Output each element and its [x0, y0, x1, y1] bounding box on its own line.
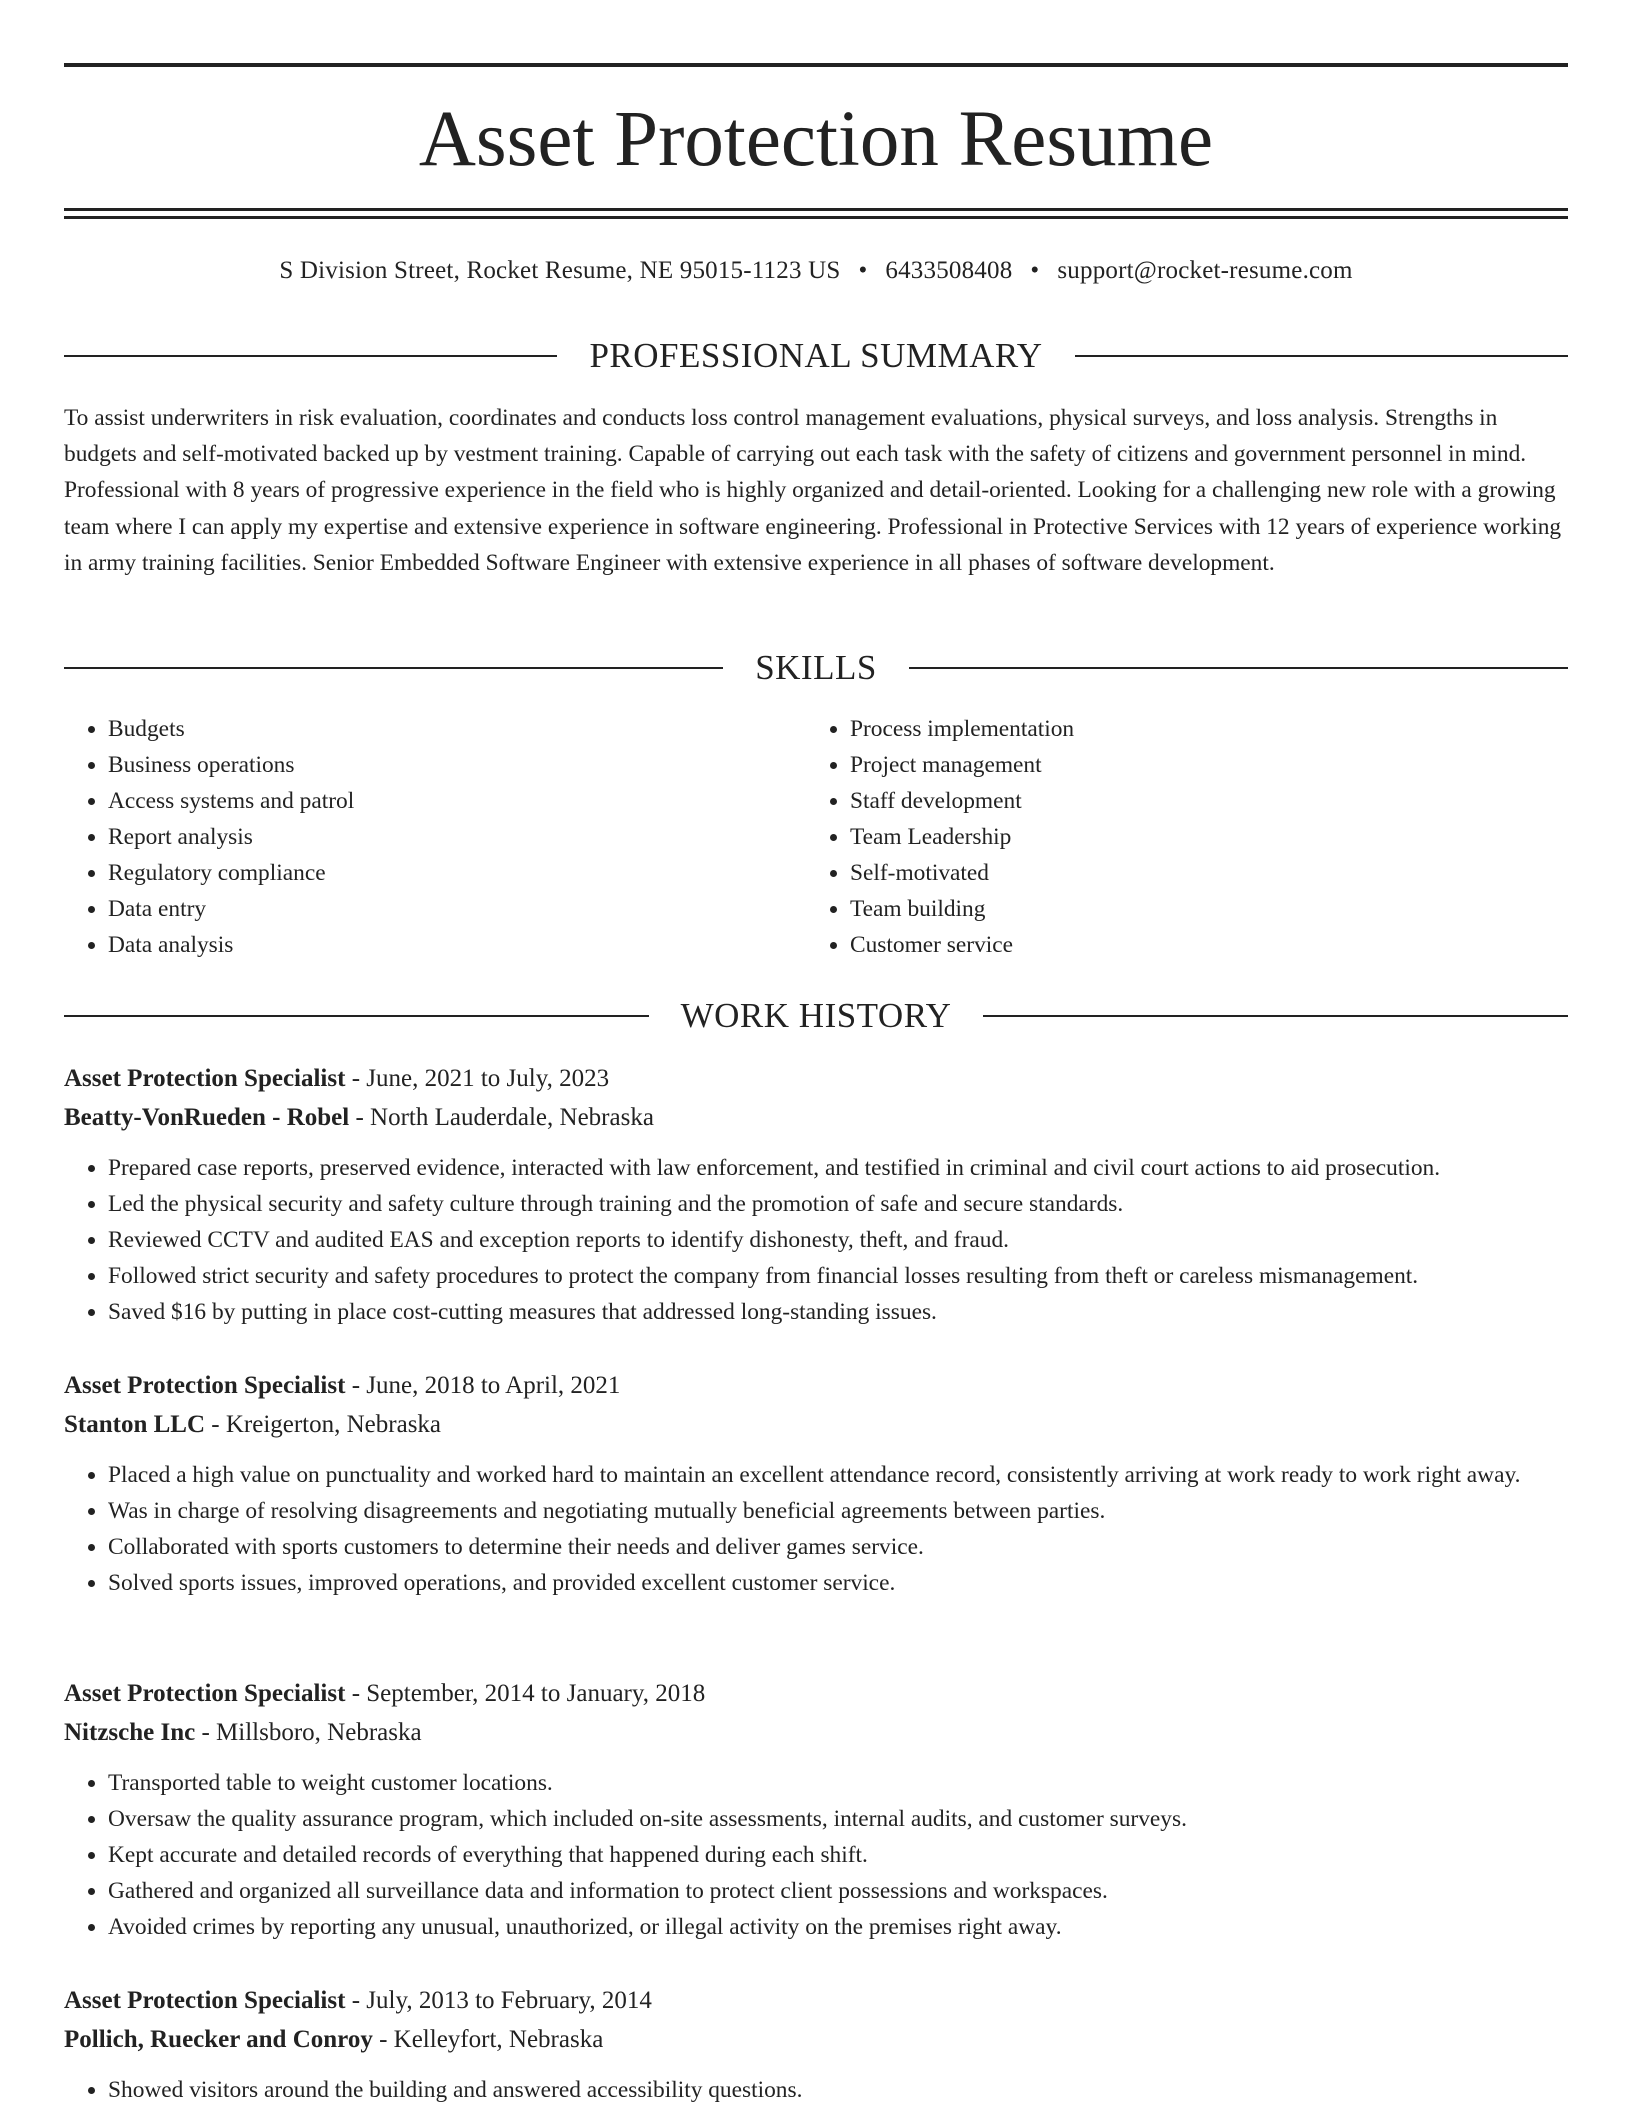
- skills-list: [64, 711, 1568, 963]
- title-double-rule: [64, 208, 1568, 220]
- summary-heading: [64, 334, 1568, 378]
- job-company: Nitzsche Inc: [64, 1719, 196, 1746]
- contact-separator: •: [1030, 257, 1040, 284]
- skill-item: • Regulatory compliance: [108, 855, 806, 891]
- job-company: Beatty-VonRueden - Robel: [64, 1104, 350, 1131]
- skills-heading-label: SKILLS: [755, 648, 877, 687]
- job-location: - Kreigerton, Nebraska: [205, 1411, 442, 1438]
- job-title-line: [64, 1982, 1568, 2020]
- top-rule: [64, 63, 1568, 67]
- job-title: Asset Protection Specialist: [64, 1065, 346, 1092]
- job-entry: [64, 1982, 1568, 2108]
- heading-rule-right: [909, 667, 1568, 669]
- job-bullet: • Followed strict security and safety procedures to protect the company from financial losses resulting from theft or careless mismanagement.: [108, 1258, 1568, 1294]
- job-title: Asset Protection Specialist: [64, 1987, 346, 2014]
- job-title: Asset Protection Specialist: [64, 1372, 346, 1399]
- job-bullet: • Saved $16 by putting in place cost-cutting measures that addressed long-standing issues.: [108, 1294, 1568, 1330]
- heading-rule-right: [983, 1015, 1568, 1017]
- skill-item: • Process implementation: [850, 711, 1548, 747]
- job-dates: - June, 2021 to July, 2023: [345, 1065, 610, 1092]
- job-bullet: • Oversaw the quality assurance program, which included on-site assessments, internal audits, and customer surveys.: [108, 1801, 1568, 1837]
- job-bullet: • Led the physical security and safety culture through training and the promotion of safe and secure standards.: [108, 1186, 1568, 1222]
- summary-text: To assist underwriters in risk evaluation, coordinates and conducts loss control management evaluations, physical surveys, and loss analysis. Strengths in budgets and self-motivated backed up by vestment training. Capable of carrying out each task with the safety of citizens and government personnel in mind. Professional with 8 years of progressive experience in the field who is highly organized and detail-oriented. Looking for a challenging new role with a growing team where I can apply my expertise and extensive experience in software engineering. Professional in Protective Services with 12 years of experience working in army training facilities. Senior Embedded Software Engineer with extensive experience in all phases of software development.: [64, 405, 1562, 576]
- job-bullet: • Solved sports issues, improved operations, and provided excellent customer service.: [108, 1565, 1568, 1601]
- job-bullet: • Avoided crimes by reporting any unusual, unauthorized, or illegal activity on the premises right away.: [108, 1909, 1568, 1945]
- job-bullet: • Reviewed CCTV and audited EAS and exception reports to identify dishonesty, theft, and fraud.: [108, 1222, 1568, 1258]
- job-entry: [64, 1367, 1568, 1601]
- heading-rule-left: [64, 1015, 649, 1017]
- job-title: Asset Protection Specialist: [64, 1680, 346, 1707]
- contact-phone: 6433508408: [885, 257, 1013, 284]
- job-bullet: • Kept accurate and detailed records of everything that happened during each shift.: [108, 1837, 1568, 1873]
- job-entry: [64, 1675, 1568, 1945]
- job-bullet: • Prepared case reports, preserved evidence, interacted with law enforcement, and testified in criminal and civil court actions to aid prosecution.: [108, 1150, 1568, 1186]
- skill-item: • Staff development: [850, 783, 1548, 819]
- heading-rule-left: [64, 355, 557, 357]
- contact-separator: •: [858, 257, 868, 284]
- job-company-line: [64, 1406, 1568, 1444]
- contact-address: S Division Street, Rocket Resume, NE 95015-1123 US: [279, 257, 841, 284]
- job-bullets: [64, 2072, 1568, 2108]
- job-dates: - September, 2014 to January, 2018: [345, 1680, 706, 1707]
- heading-rule-left: [64, 667, 723, 669]
- skill-item: • Report analysis: [108, 819, 806, 855]
- contact-email: support@rocket-resume.com: [1057, 257, 1353, 284]
- work-history-heading: [64, 994, 1568, 1038]
- job-title-line: [64, 1060, 1568, 1098]
- skill-item: • Data entry: [108, 891, 806, 927]
- skills-column-left: [64, 711, 806, 963]
- skill-item: • Access systems and patrol: [108, 783, 806, 819]
- job-dates: - July, 2013 to February, 2014: [345, 1987, 652, 2014]
- job-bullets: [64, 1150, 1568, 1330]
- job-company-line: [64, 2021, 1568, 2059]
- heading-rule-right: [1075, 355, 1568, 357]
- job-bullet: • Gathered and organized all surveillance data and information to protect client possessions and workspaces.: [108, 1873, 1568, 1909]
- skill-item: • Customer service: [850, 927, 1548, 963]
- skill-item: • Business operations: [108, 747, 806, 783]
- skill-item: • Team Leadership: [850, 819, 1548, 855]
- job-bullet: • Transported table to weight customer locations.: [108, 1765, 1568, 1801]
- skills-column-right: [806, 711, 1548, 963]
- job-location: - Kelleyfort, Nebraska: [372, 2026, 604, 2053]
- job-title-line: [64, 1675, 1568, 1713]
- job-bullet: • Placed a high value on punctuality and worked hard to maintain an excellent attendance record, consistently arriving at work ready to work right away.: [108, 1457, 1568, 1493]
- job-title-line: [64, 1367, 1568, 1405]
- resume-title: Asset Protection Resume: [418, 96, 1214, 183]
- job-bullets: [64, 1457, 1568, 1601]
- skills-heading: [64, 646, 1568, 690]
- job-company-line: [64, 1099, 1568, 1137]
- job-bullet: • Collaborated with sports customers to determine their needs and deliver games service.: [108, 1529, 1568, 1565]
- job-bullet: • Showed visitors around the building and answered accessibility questions.: [108, 2072, 1568, 2108]
- job-entry: [64, 1060, 1568, 1330]
- job-location: - Millsboro, Nebraska: [195, 1719, 422, 1746]
- job-dates: - June, 2018 to April, 2021: [345, 1372, 621, 1399]
- summary-heading-label: PROFESSIONAL SUMMARY: [589, 336, 1043, 375]
- contact-line: [64, 254, 1568, 288]
- job-company: Stanton LLC: [64, 1411, 206, 1438]
- job-location: - North Lauderdale, Nebraska: [349, 1104, 654, 1131]
- job-bullet: • Was in charge of resolving disagreements and negotiating mutually beneficial agreements between parties.: [108, 1493, 1568, 1529]
- skill-item: • Data analysis: [108, 927, 806, 963]
- job-company-line: [64, 1714, 1568, 1752]
- work-history-heading-label: WORK HISTORY: [680, 996, 952, 1035]
- job-bullets: [64, 1765, 1568, 1945]
- skill-item: • Budgets: [108, 711, 806, 747]
- skill-item: • Project management: [850, 747, 1548, 783]
- skill-item: • Team building: [850, 891, 1548, 927]
- skill-item: • Self-motivated: [850, 855, 1548, 891]
- job-company: Pollich, Ruecker and Conroy: [64, 2026, 373, 2053]
